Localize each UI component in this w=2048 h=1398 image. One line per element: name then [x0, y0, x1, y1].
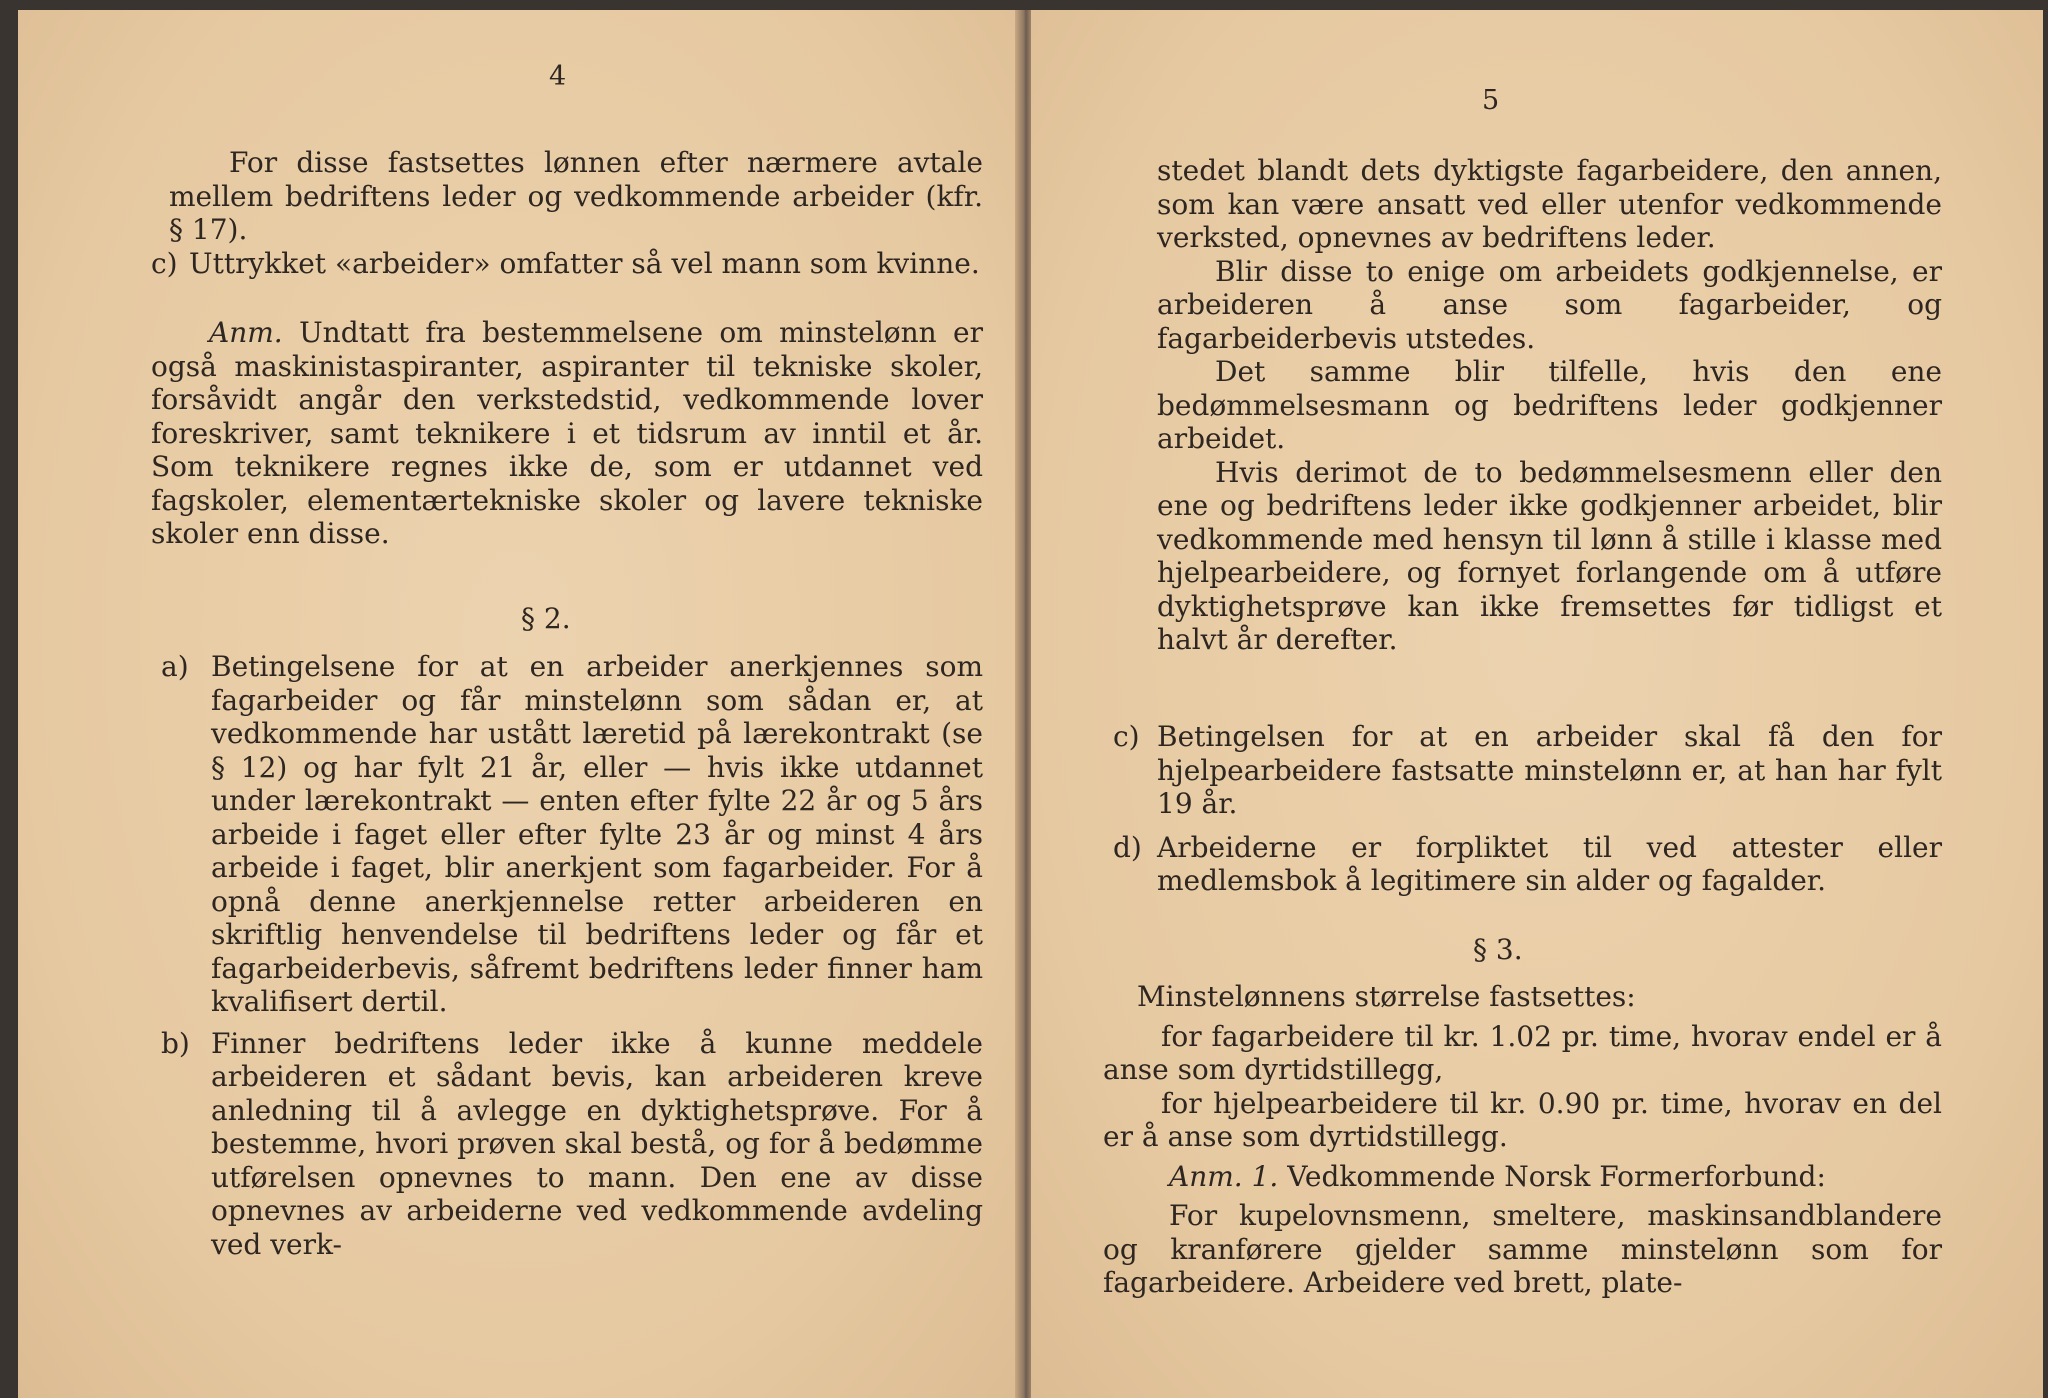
list-item-b — [161, 1027, 983, 1262]
item-label: c) — [1113, 720, 1140, 753]
right-items-cd — [1113, 720, 1942, 898]
page-number: 5 — [1482, 85, 1500, 116]
paragraph: Hvis derimot de to bedømmelsesmenn eller den ene og bedriftens leder ikke godkjenner arbeidet, blir vedkommende med hensyn til lønn å stille i klasse med hjelpearbeidere, og fornyet forlangende om å utføre dyktighetsprøve kan ikke fremsettes før tidligst et halvt år derefter. — [1157, 455, 1942, 656]
list-item-c — [1113, 720, 1942, 821]
anm1-label: Anm. 1. — [1169, 1159, 1279, 1193]
item-text: Finner bedriftens leder ikke å kunne meddele arbeideren et sådant bevis, kan arbeideren kreve anledning til å avlegge en dyktighetsprøve. For å bestemme, hvori prøven skal bestå, og for å bedømme utførelsen opnevnes to mann. Den ene av disse opnevnes av arbeiderne ved vedkommende avdeling ved verk- — [211, 1026, 983, 1261]
annotation-1 — [1103, 1160, 1942, 1194]
intro-paragraph: For disse fastsettes lønnen efter nærmere avtale mellem bedriftens leder og vedkommende arbeider (kfr. § 17). — [169, 146, 983, 246]
right-page — [1031, 10, 2043, 1398]
anm-text: Undtatt fra bestemmelsene om minstelønn er også maskinistaspiranter, aspiranter til tekniske skoler, forsåvidt angår den verkstedstid, vedkommende lover foreskriver, samt teknikere i et tidsrum av inntil et år. Som teknikere regnes ikke de, som er utdannet ved fagskoler, elementærtekniske skoler og lavere tekniske skoler enn disse. — [151, 316, 983, 550]
paragraph: Blir disse to enige om arbeidets godkjennelse, er arbeideren å anse som fagarbeider, og fagarbeiderbevis utstedes. — [1157, 254, 1942, 355]
list-item-c — [151, 247, 983, 281]
right-text-top — [1157, 154, 1942, 657]
section-heading: § 2. — [521, 602, 571, 635]
rate-hjelpearbeidere: for hjelpearbeidere til kr. 0.90 pr. time, hvorav en del er å anse som dyrtidstillegg. — [1103, 1086, 1942, 1153]
anm1-text: Vedkommende Norsk Formerforbund: — [1287, 1159, 1826, 1193]
left-page — [18, 10, 1019, 1398]
paragraph: Det samme blir tilfelle, hvis den ene bedømmelsesmann og bedriftens leder godkjenner arbeidet. — [1157, 355, 1942, 455]
annotation-paragraph — [151, 316, 983, 551]
list-item-d — [1113, 831, 1942, 898]
item-label: d) — [1113, 830, 1142, 864]
anm-label: Anm. — [209, 316, 283, 349]
item-text: Uttrykket «arbeider» omfatter så vel mann som kvinne. — [189, 246, 980, 280]
item-text: Arbeiderne er forpliktet til ved attester eller medlemsbok å legitimere sin alder og fagalder. — [1157, 830, 1942, 897]
continuation-paragraph: stedet blandt dets dyktigste fagarbeidere, den annen, som kan være ansatt ved eller utenfor vedkommende verksted, opnevnes av bedriftens leder. — [1157, 154, 1942, 254]
section-heading: § 3. — [1473, 933, 1523, 966]
rate-fagarbeidere: for fagarbeidere til kr. 1.02 pr. time, hvorav endel er å anse som dyrtidstillegg, — [1103, 1019, 1942, 1086]
page-number: 4 — [549, 61, 567, 92]
size-heading: Minstelønnens størrelse fastsettes: — [1137, 980, 1636, 1013]
right-text-bottom — [1103, 980, 1942, 1300]
list-item-a — [161, 650, 983, 1019]
left-text-top — [151, 146, 983, 280]
item-label: b) — [161, 1026, 190, 1060]
final-paragraph: For kupelovnsmenn, smeltere, maskinsandblandere og kranførere gjelder samme minstelønn som for fagarbeidere. Arbeidere ved brett, plate- — [1103, 1199, 1942, 1299]
item-label: c) — [151, 246, 178, 280]
item-text: Betingelsene for at en arbeider anerkjennes som fagarbeider og får minstelønn som sådan er, at vedkommende har ustått læretid på lærekontrakt (se § 12) og har fylt 21 år, eller — hvis ikke utdannet under lærekontrakt — enten efter fylte 22 år og 5 års arbeide i faget eller efter fylte 23 år og minst 4 års arbeide i faget, blir anerkjent som fagarbeider. For å opnå denne anerkjennelse retter arbeideren en skriftlig henvendelse til bedriftens leder og får et fagarbeiderbevis, såfremt bedriftens leder finner ham kvalifisert dertil. — [211, 650, 983, 1018]
left-items-ab — [161, 650, 983, 1261]
item-text: Betingelsen for at en arbeider skal få den for hjelpearbeidere fastsatte minstelønn er, at han har fylt 19 år. — [1157, 720, 1942, 820]
item-label: a) — [161, 650, 189, 683]
